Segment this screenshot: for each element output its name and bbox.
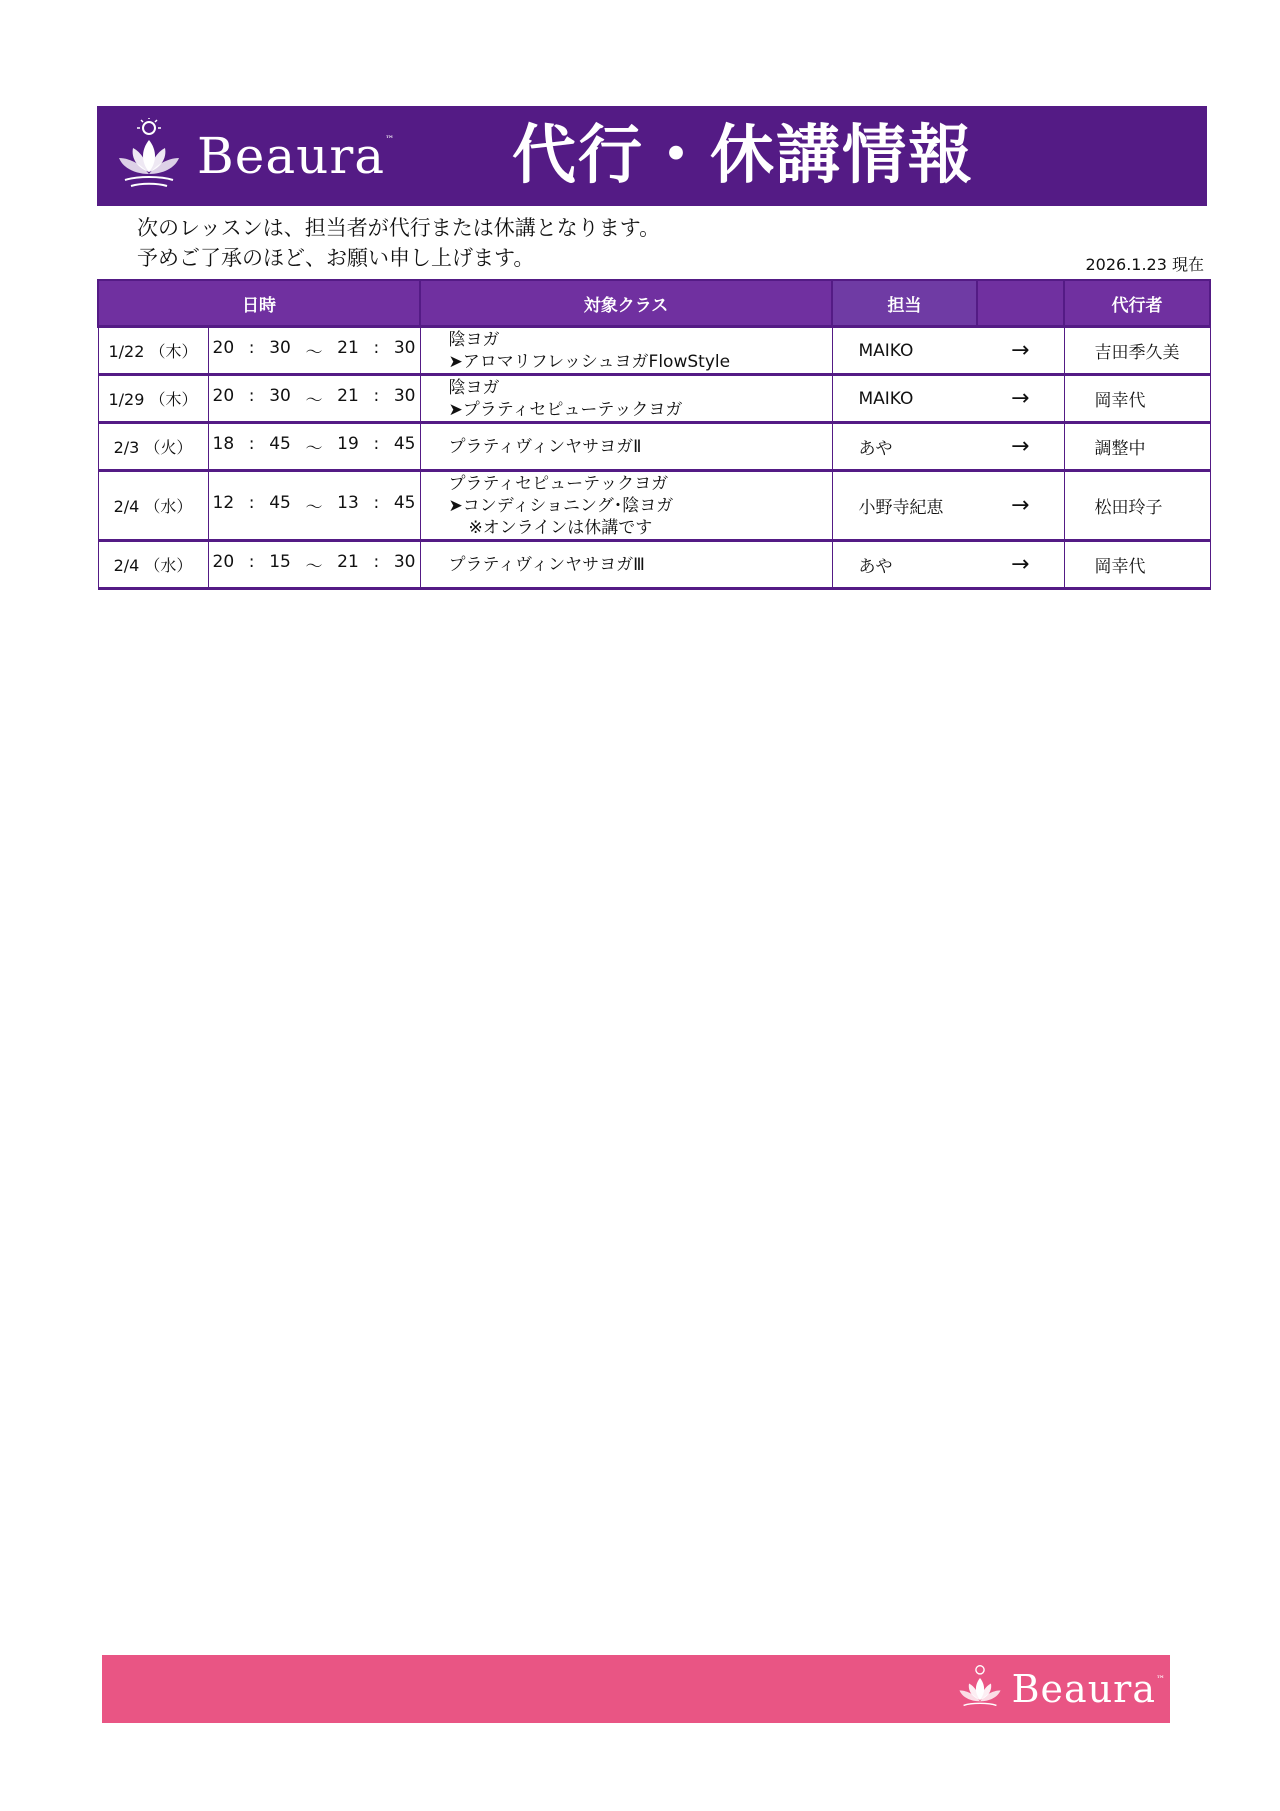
end-hour: 13 <box>337 493 359 513</box>
lesson-time <box>208 327 420 375</box>
end-minute: 45 <box>393 434 416 454</box>
class-line: 陰ヨガ <box>448 377 500 398</box>
end-hour: 21 <box>337 386 359 406</box>
as-of-date: 2026.1.23 現在 <box>1085 255 1204 274</box>
lesson-date: 2/3 （火） <box>98 423 208 471</box>
substitute: 調整中 <box>1064 423 1210 471</box>
brand-wordmark: Beaura ™ <box>197 127 396 185</box>
instructor: MAIKO <box>832 375 977 423</box>
time-colon: : <box>373 434 380 454</box>
time-tilde: 〜 <box>305 498 323 518</box>
class-name <box>420 471 832 541</box>
class-line: ➤プラティセピューテックヨガ <box>448 399 683 420</box>
header-substitute: 代行者 <box>1064 280 1210 327</box>
time-colon: : <box>248 552 255 572</box>
start-hour: 20 <box>212 386 235 406</box>
lotus-icon <box>954 1663 1006 1715</box>
header-datetime: 日時 <box>98 280 420 327</box>
class-line: プラティヴィンヤサヨガⅡ <box>448 436 642 457</box>
class-line: ※オンラインは休講です <box>468 517 653 538</box>
instructor: MAIKO <box>832 327 977 375</box>
end-hour: 21 <box>337 338 359 358</box>
substitute: 吉田季久美 <box>1064 327 1210 375</box>
time-colon: : <box>248 493 255 513</box>
arrow-icon: → <box>977 541 1064 589</box>
time-colon: : <box>248 434 255 454</box>
time-colon: : <box>373 552 380 572</box>
class-line: ➤アロマリフレッシュヨガFlowStyle <box>448 351 731 372</box>
table-header-row <box>98 280 1210 327</box>
lesson-date: 1/29 （木） <box>98 375 208 423</box>
time-colon: : <box>373 386 380 406</box>
time-tilde: 〜 <box>305 557 323 577</box>
class-line: 陰ヨガ <box>448 329 500 350</box>
page-title: 代行・休講情報 <box>512 119 974 193</box>
header-class: 対象クラス <box>420 280 832 327</box>
arrow-icon: → <box>977 471 1064 541</box>
end-minute: 30 <box>393 386 416 406</box>
table-row <box>98 327 1210 375</box>
lesson-date: 2/4 （水） <box>98 541 208 589</box>
end-minute: 45 <box>393 493 416 513</box>
lesson-time <box>208 423 420 471</box>
start-hour: 12 <box>212 493 235 513</box>
time-colon: : <box>373 493 380 513</box>
table-row <box>98 423 1210 471</box>
lesson-date: 1/22 （木） <box>98 327 208 375</box>
start-hour: 20 <box>212 552 235 572</box>
brand-logo <box>111 118 396 194</box>
start-minute: 30 <box>269 338 291 358</box>
start-minute: 45 <box>269 493 291 513</box>
lesson-time <box>208 541 420 589</box>
header-instructor: 担当 <box>832 280 977 327</box>
end-minute: 30 <box>393 552 416 572</box>
intro-line-2: 予めご了承のほど、お願い申し上げます。 <box>137 246 535 270</box>
class-name <box>420 327 832 375</box>
end-hour: 21 <box>337 552 359 572</box>
lesson-time <box>208 471 420 541</box>
start-hour: 20 <box>212 338 235 358</box>
instructor: あや <box>832 541 977 589</box>
start-minute: 45 <box>269 434 291 454</box>
time-colon: : <box>248 338 255 358</box>
footer-banner <box>102 1655 1170 1723</box>
footer-wordmark: Beaura ™ <box>1011 1667 1166 1711</box>
class-name <box>420 375 832 423</box>
header-arrow <box>977 280 1064 327</box>
class-line: プラティヴィンヤサヨガⅢ <box>448 554 645 575</box>
arrow-icon: → <box>977 423 1064 471</box>
instructor: あや <box>832 423 977 471</box>
schedule-table <box>97 279 1211 590</box>
substitute: 岡幸代 <box>1064 375 1210 423</box>
substitute: 岡幸代 <box>1064 541 1210 589</box>
table-row <box>98 375 1210 423</box>
start-minute: 30 <box>269 386 291 406</box>
intro-text <box>137 213 660 273</box>
footer-logo <box>954 1663 1166 1715</box>
time-colon: : <box>373 338 380 358</box>
instructor: 小野寺紀恵 <box>832 471 977 541</box>
time-tilde: 〜 <box>305 439 323 459</box>
end-hour: 19 <box>337 434 359 454</box>
start-minute: 15 <box>269 552 291 572</box>
time-colon: : <box>248 386 255 406</box>
lesson-time <box>208 375 420 423</box>
intro-line-1: 次のレッスンは、担当者が代行または休講となります。 <box>137 216 661 240</box>
lesson-date: 2/4 （水） <box>98 471 208 541</box>
time-tilde: 〜 <box>305 343 323 363</box>
substitute: 松田玲子 <box>1064 471 1210 541</box>
class-name <box>420 423 832 471</box>
table-row <box>98 471 1210 541</box>
arrow-icon: → <box>977 375 1064 423</box>
end-minute: 30 <box>393 338 416 358</box>
class-name <box>420 541 832 589</box>
arrow-icon: → <box>977 327 1064 375</box>
lotus-icon <box>111 118 187 194</box>
table-row <box>98 541 1210 589</box>
start-hour: 18 <box>212 434 235 454</box>
class-line: プラティセピューテックヨガ <box>448 473 669 494</box>
class-line: ➤コンディショニング･陰ヨガ <box>448 495 674 516</box>
time-tilde: 〜 <box>305 391 323 411</box>
header-banner <box>97 106 1207 206</box>
